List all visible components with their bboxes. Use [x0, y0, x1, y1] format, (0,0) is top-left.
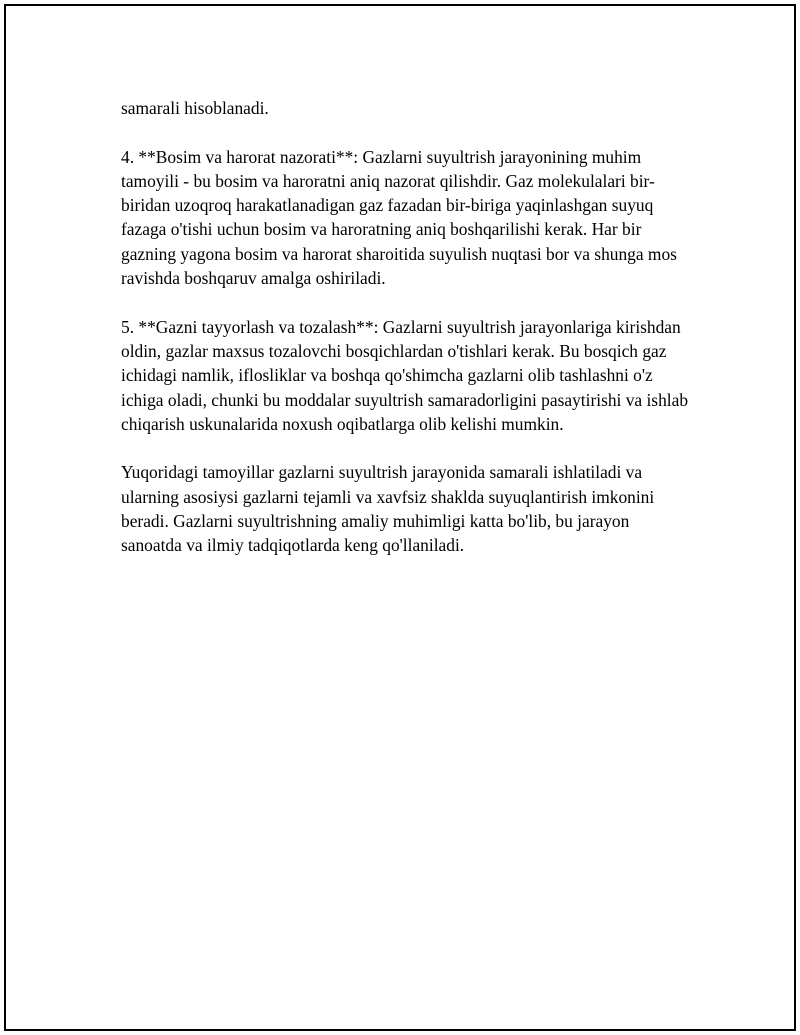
- paragraph-pressure-temperature-control: 4. **Bosim va harorat nazorati**: Gazlarni suyultrish jarayonining muhim tamoyili - bu bosim va haroratni aniq nazorat qilishdir. Gaz molekulalari bir-biridan uzoqroq harakatlanadigan gaz fazadan bir-biriga yaqinlashgan suyuq fazaga o'tishi uchun bosim va haroratning aniq boshqarilishi kerak. Har bir gazning yagona bosim va harorat sharoitida suyulish nuqtasi bor va shunga mos ravishda boshqaruv amalga oshiriladi.: [121, 146, 677, 289]
- paragraph-gas-preparation-cleaning: 5. **Gazni tayyorlash va tozalash**: Gazlarni suyultrish jarayonlariga kirishdan oldin, gazlar maxsus tozalovchi bosqichlardan o'tishlari kerak. Bu bosqich gaz ichidagi namlik, iflosliklar va boshqa qo'shimcha gazlarni olib tashlashni o'z ichiga oladi, chunki bu moddalar suyultrish samaradorligini pasaytirishi va ishlab chiqarish uskunalarida noxush oqibatlarga olib kelishi mumkin.: [121, 316, 689, 434]
- document-body: [121, 96, 691, 582]
- paragraph-continuation: samarali hisoblanadi.: [121, 98, 269, 118]
- page-frame: [4, 4, 796, 1031]
- paragraph-conclusion: Yuqoridagi tamoyillar gazlarni suyultrish jarayonida samarali ishlatiladi va ularning asosiysi gazlarni tejamli va xavfsiz shaklda suyuqlantirish imkonini beradi. Gazlarni suyultrishning amaliy muhimligi katta bo'lib, bu jarayon sanoatda va ilmiy tadqiqotlarda keng qo'llaniladi.: [121, 462, 655, 556]
